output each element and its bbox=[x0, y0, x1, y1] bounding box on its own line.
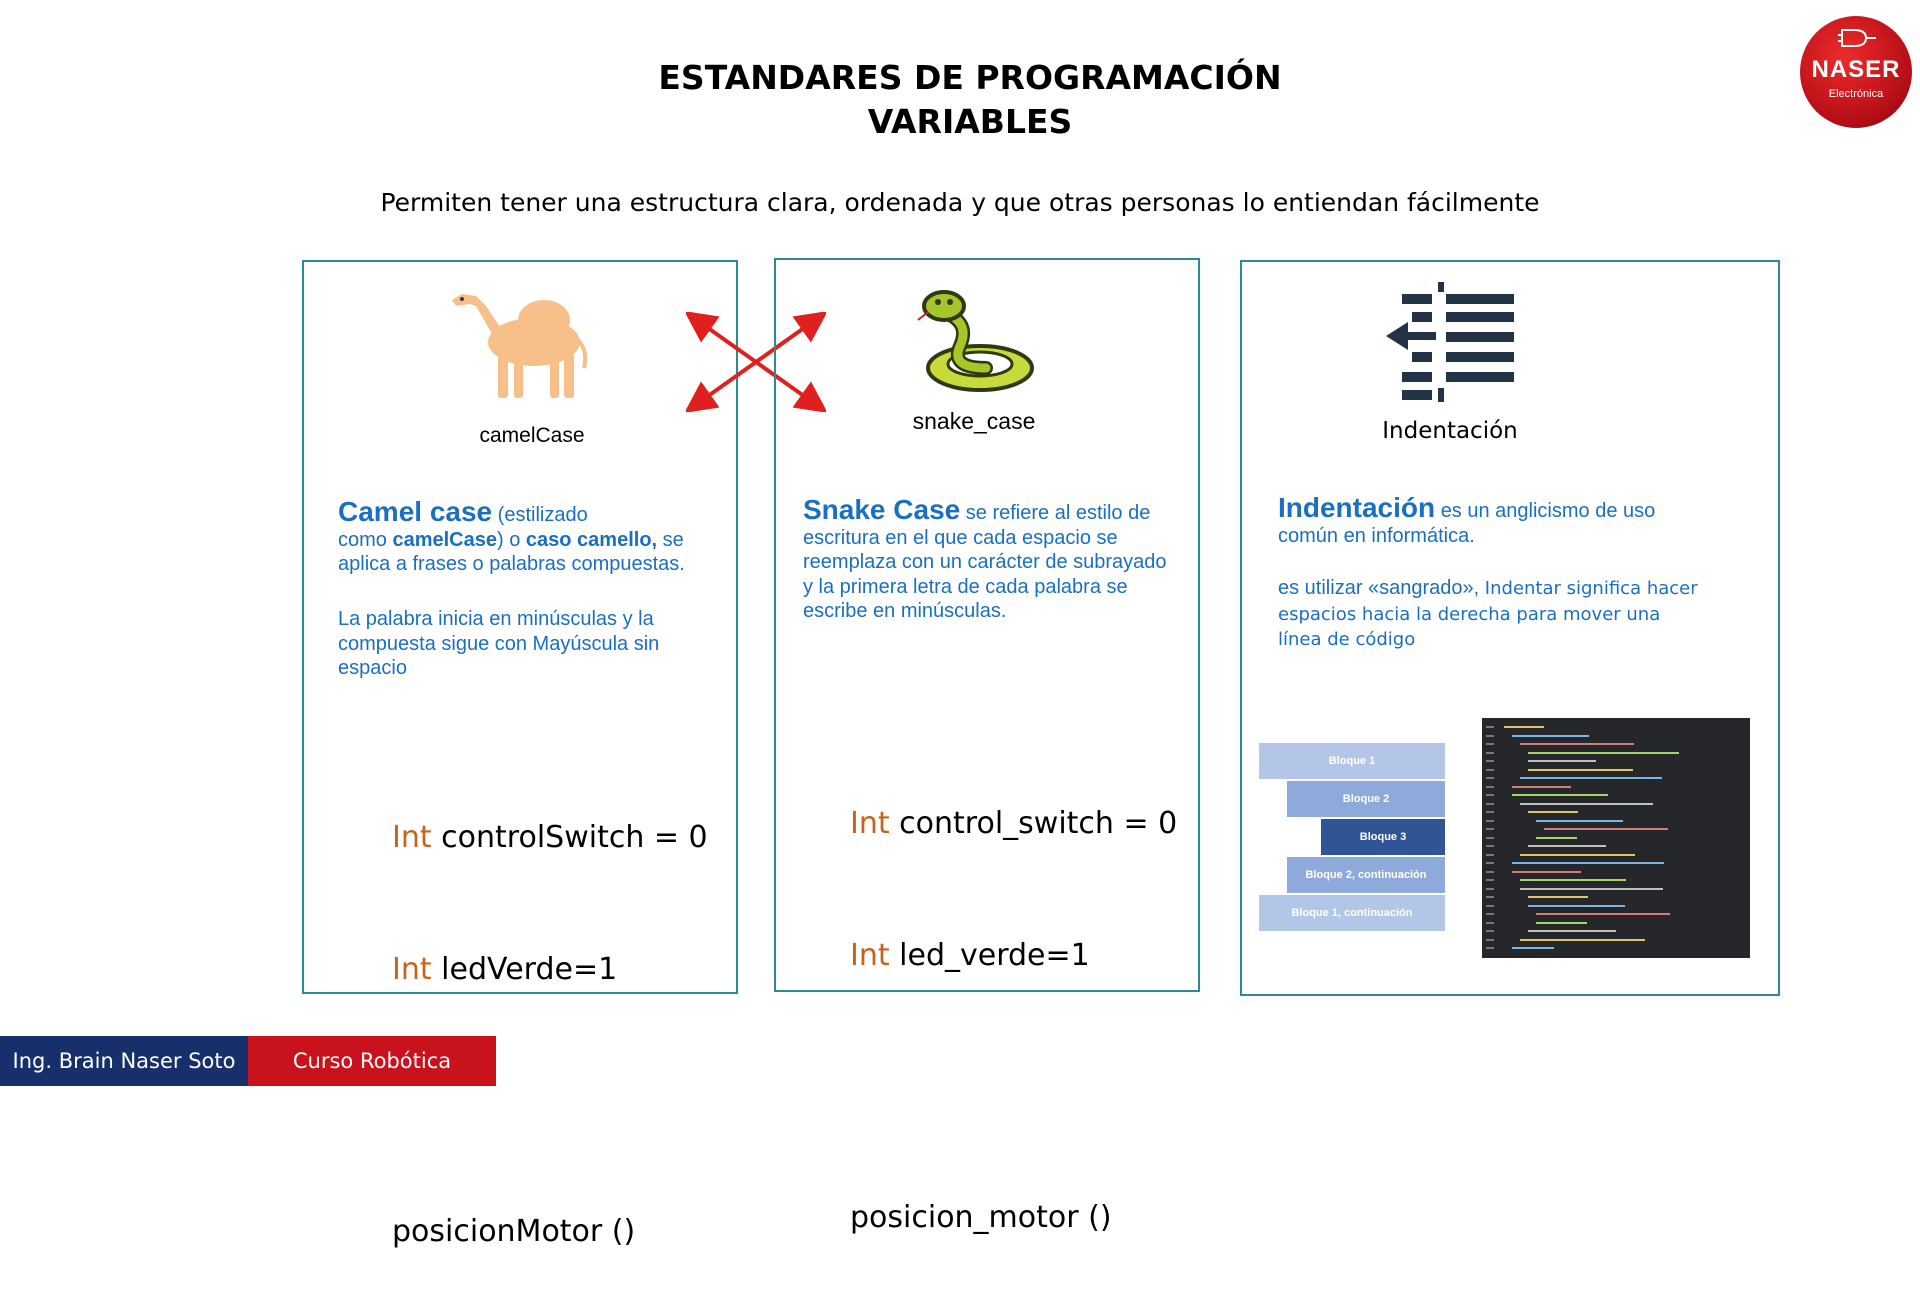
code-line-decoration bbox=[1512, 786, 1571, 788]
logo-sub: Electrónica bbox=[1828, 88, 1884, 100]
code-keyword: Int bbox=[392, 952, 432, 987]
code-function: posicion_motor () bbox=[850, 1200, 1112, 1235]
indentation-description-2 bbox=[1278, 576, 1698, 653]
block-2: Bloque 2 bbox=[1286, 780, 1446, 818]
code-line bbox=[392, 816, 708, 860]
code-line-decoration bbox=[1528, 760, 1596, 762]
snake-icon bbox=[910, 284, 1038, 396]
code-line-decoration bbox=[1520, 854, 1635, 856]
code-line-decoration bbox=[1536, 837, 1577, 839]
camelcase-rule: La palabra inicia en minúsculas y la compuesta sigue con Mayúscula sin espacio bbox=[338, 608, 660, 679]
code-line-decoration bbox=[1486, 811, 1494, 813]
code-line-decoration bbox=[1486, 752, 1494, 754]
camelcase-term: Camel case bbox=[338, 496, 493, 527]
block-1-continued: Bloque 1, continuación bbox=[1258, 894, 1446, 932]
code-line-decoration bbox=[1528, 769, 1633, 771]
code-line-decoration bbox=[1486, 803, 1494, 805]
code-text: ledVerde=1 bbox=[431, 952, 618, 987]
slide-subtitle: Permiten tener una estructura clara, ordenada y que otras personas lo entiendan fácilmente bbox=[380, 188, 1540, 217]
code-keyword: Int bbox=[850, 938, 890, 973]
footer-author: Ing. Brain Naser Soto bbox=[0, 1036, 248, 1086]
code-line-decoration bbox=[1512, 947, 1554, 949]
snakecase-desc: se refiere al estilo de escritura en el que cada espacio se reemplaza con un carácter de subrayado y la primera letra de cada palabra se escribe en minúsculas. bbox=[803, 502, 1167, 622]
code-line-decoration bbox=[1486, 837, 1494, 839]
camelcase-code bbox=[392, 728, 708, 1298]
code-line-decoration bbox=[1486, 777, 1494, 779]
code-line-decoration bbox=[1486, 879, 1494, 881]
slide-title bbox=[560, 56, 1380, 144]
code-text: control_switch = 0 bbox=[889, 806, 1178, 841]
code-line-decoration bbox=[1520, 777, 1662, 779]
block-1: Bloque 1 bbox=[1258, 742, 1446, 780]
logic-gate-icon bbox=[1838, 26, 1878, 50]
code-line bbox=[850, 802, 1177, 846]
code-line-decoration bbox=[1486, 854, 1494, 856]
indentation-description bbox=[1278, 492, 1678, 548]
snakecase-caption: snake_case bbox=[912, 408, 1036, 434]
snakecase-description bbox=[803, 494, 1173, 624]
indentation-desc-2a: es utilizar «sangrado», bbox=[1278, 577, 1480, 599]
camelcase-caption: camelCase bbox=[479, 424, 585, 447]
indentation-caption: Indentación bbox=[1382, 418, 1518, 444]
camelcase-desc-a: (estilizado bbox=[497, 504, 588, 526]
camelcase-desc-d: se aplica a frases o palabras compuestas. bbox=[338, 528, 685, 575]
code-line-decoration bbox=[1486, 735, 1494, 737]
code-keyword: Int bbox=[850, 806, 890, 841]
code-line-decoration bbox=[1512, 794, 1608, 796]
indented-code-sample bbox=[1482, 718, 1750, 958]
code-line-decoration bbox=[1528, 896, 1588, 898]
code-line-decoration bbox=[1486, 871, 1494, 873]
code-function: posicionMotor () bbox=[392, 1214, 636, 1249]
code-line-decoration bbox=[1486, 794, 1494, 796]
indent-block-diagram bbox=[1258, 742, 1448, 936]
code-line-decoration bbox=[1520, 888, 1663, 890]
code-line-decoration bbox=[1486, 913, 1494, 915]
code-line-decoration bbox=[1486, 922, 1494, 924]
code-line-decoration bbox=[1504, 726, 1544, 728]
code-line-decoration bbox=[1486, 862, 1494, 864]
footer-course: Curso Robótica bbox=[248, 1036, 496, 1086]
code-line-decoration bbox=[1486, 947, 1494, 949]
indent-icon bbox=[1382, 280, 1514, 404]
indentation-desc-2b: Indentar significa hacer espacios hacia la derecha para mover una línea de código bbox=[1278, 578, 1698, 650]
code-line-decoration bbox=[1486, 896, 1494, 898]
code-line bbox=[850, 934, 1177, 978]
code-line-decoration bbox=[1486, 786, 1494, 788]
code-keyword: Int bbox=[392, 820, 432, 855]
code-line-decoration bbox=[1486, 769, 1494, 771]
code-line-decoration bbox=[1528, 845, 1606, 847]
code-line bbox=[392, 948, 708, 992]
code-line-decoration bbox=[1512, 871, 1581, 873]
block-3: Bloque 3 bbox=[1320, 818, 1446, 856]
title-line-2: VARIABLES bbox=[867, 102, 1073, 141]
code-line-decoration bbox=[1486, 726, 1494, 728]
logo-brand: NASER bbox=[1811, 56, 1901, 83]
snakecase-term: Snake Case bbox=[803, 494, 961, 525]
code-line-decoration bbox=[1512, 735, 1589, 737]
camelcase-bold-1: camelCase bbox=[392, 528, 497, 551]
code-line-decoration bbox=[1528, 930, 1616, 932]
code-line-decoration bbox=[1520, 939, 1645, 941]
camelcase-desc-b: como bbox=[338, 528, 387, 551]
code-line-decoration bbox=[1486, 845, 1494, 847]
code-line-decoration bbox=[1528, 752, 1679, 754]
code-line-decoration bbox=[1536, 922, 1587, 924]
code-text: led_verde=1 bbox=[889, 938, 1090, 973]
code-line-decoration bbox=[1520, 803, 1653, 805]
code-line-decoration bbox=[1486, 905, 1494, 907]
camelcase-description bbox=[338, 496, 708, 577]
code-line-decoration bbox=[1520, 879, 1626, 881]
indentation-desc-1: es un anglicismo de uso común en informática. bbox=[1278, 500, 1656, 547]
code-line-decoration bbox=[1486, 760, 1494, 762]
code-line-decoration bbox=[1520, 743, 1634, 745]
code-line-decoration bbox=[1528, 905, 1625, 907]
code-line-decoration bbox=[1486, 939, 1494, 941]
naser-logo bbox=[1800, 16, 1912, 128]
code-line-decoration bbox=[1536, 820, 1623, 822]
code-text: controlSwitch = 0 bbox=[431, 820, 708, 855]
code-line-decoration bbox=[1486, 888, 1494, 890]
code-line-decoration bbox=[1486, 828, 1494, 830]
camel-icon bbox=[446, 284, 594, 404]
snakecase-code bbox=[850, 714, 1177, 1284]
camelcase-desc-c: ) o bbox=[497, 528, 521, 551]
title-line-1: ESTANDARES DE PROGRAMACIÓN bbox=[658, 58, 1282, 97]
camelcase-bold-2: caso camello, bbox=[525, 528, 658, 551]
code-line-decoration bbox=[1536, 913, 1670, 915]
block-2-continued: Bloque 2, continuación bbox=[1286, 856, 1446, 894]
code-line-decoration bbox=[1544, 828, 1668, 830]
code-line-decoration bbox=[1486, 930, 1494, 932]
indentation-term: Indentación bbox=[1278, 492, 1436, 523]
code-line-decoration bbox=[1528, 811, 1578, 813]
code-line-decoration bbox=[1486, 743, 1494, 745]
code-line-decoration bbox=[1486, 820, 1494, 822]
code-line-decoration bbox=[1512, 862, 1664, 864]
